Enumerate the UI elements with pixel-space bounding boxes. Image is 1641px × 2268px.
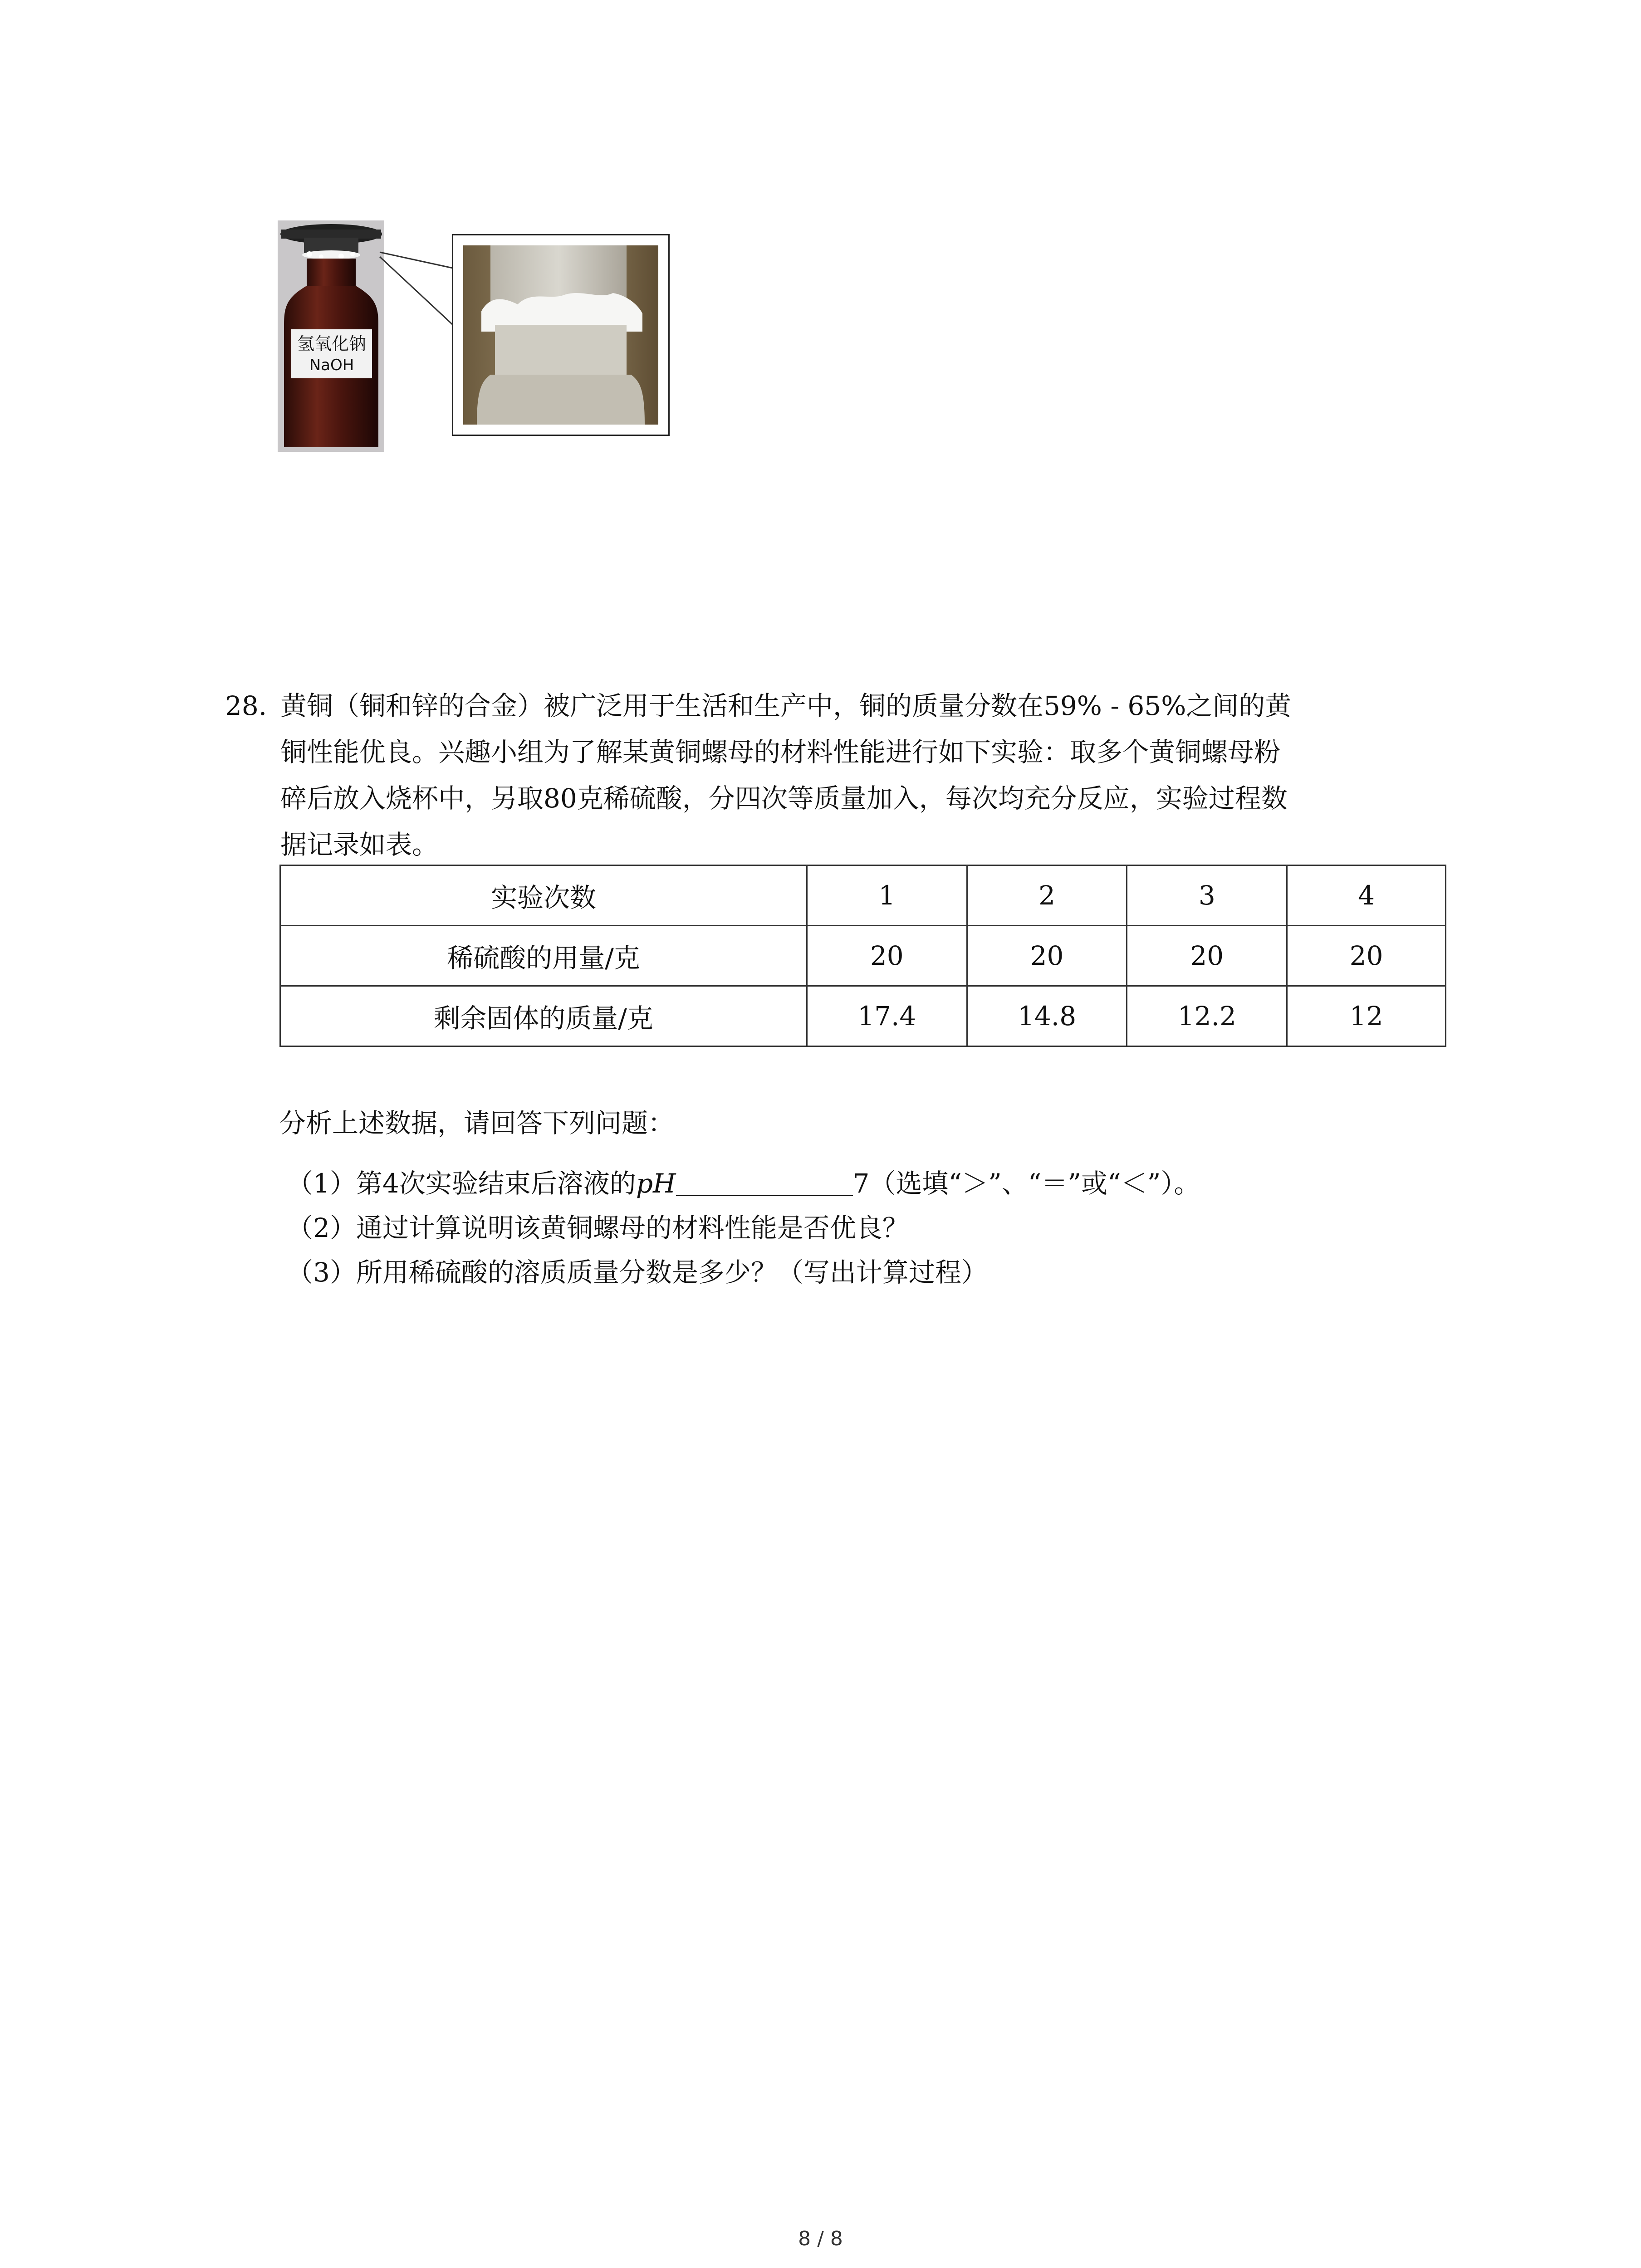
question-line: 黄铜（铜和锌的合金）被广泛用于生活和生产中，铜的质量分数在59% - 65%之间的黄 [280, 690, 1292, 721]
table-cell: 14.8 [967, 986, 1127, 1046]
table-cell: 4 [1287, 865, 1446, 926]
question-line: 据记录如表。 [280, 829, 439, 860]
table-cell: 20 [967, 926, 1127, 986]
naoh-bottle-figure [278, 220, 671, 452]
table-cell: 20 [1287, 926, 1446, 986]
magnified-neck-photo [463, 245, 658, 425]
table-row [280, 986, 1446, 1046]
table-cell: 稀硫酸的用量/克 [280, 926, 807, 986]
experiment-data-table [279, 865, 1446, 1047]
page-number: 8 / 8 [798, 2227, 843, 2250]
table-cell: 20 [1127, 926, 1287, 986]
sub-question-1-prefix: （1）第4次实验结束后溶液的 [287, 1168, 636, 1199]
sub-question-2: （2）通过计算说明该黄铜螺母的材料性能是否优良？ [287, 1212, 909, 1243]
magnified-neck-callout [452, 234, 670, 436]
table-cell: 剩余固体的质量/克 [280, 986, 807, 1046]
question-line: 铜性能优良。兴趣小组为了解某黄铜螺母的材料性能进行如下实验：取多个黄铜螺母粉 [280, 737, 1281, 767]
table-cell: 2 [967, 865, 1127, 926]
sub-question-1-suffix: 7（选填“＞”、“＝”或“＜”）。 [852, 1168, 1200, 1199]
bottle-label-formula: NaOH [309, 356, 354, 374]
table-header-row [280, 865, 1446, 926]
table-cell: 12 [1287, 986, 1446, 1046]
sub-question-3: （3）所用稀硫酸的溶质质量分数是多少？（写出计算过程） [287, 1257, 988, 1288]
ph-symbol: pH [636, 1168, 676, 1199]
table-cell: 3 [1127, 865, 1287, 926]
table-cell: 17.4 [807, 986, 967, 1046]
sub-question-1 [287, 1162, 1200, 1200]
table-row [280, 926, 1446, 986]
bottle-label-chinese: 氢氧化钠 [297, 334, 367, 354]
table-cell: 1 [807, 865, 967, 926]
table-cell: 实验次数 [280, 865, 807, 926]
question-number: 28. [225, 690, 267, 721]
question-stem [280, 683, 1451, 868]
table-cell: 20 [807, 926, 967, 986]
question-line: 碎后放入烧杯中，另取80克稀硫酸，分四次等质量加入，每次均充分反应，实验过程数 [280, 783, 1288, 814]
table-cell: 12.2 [1127, 986, 1287, 1046]
answer-blank[interactable] [676, 1168, 853, 1196]
analysis-intro: 分析上述数据，请回答下列问题： [279, 1108, 675, 1139]
